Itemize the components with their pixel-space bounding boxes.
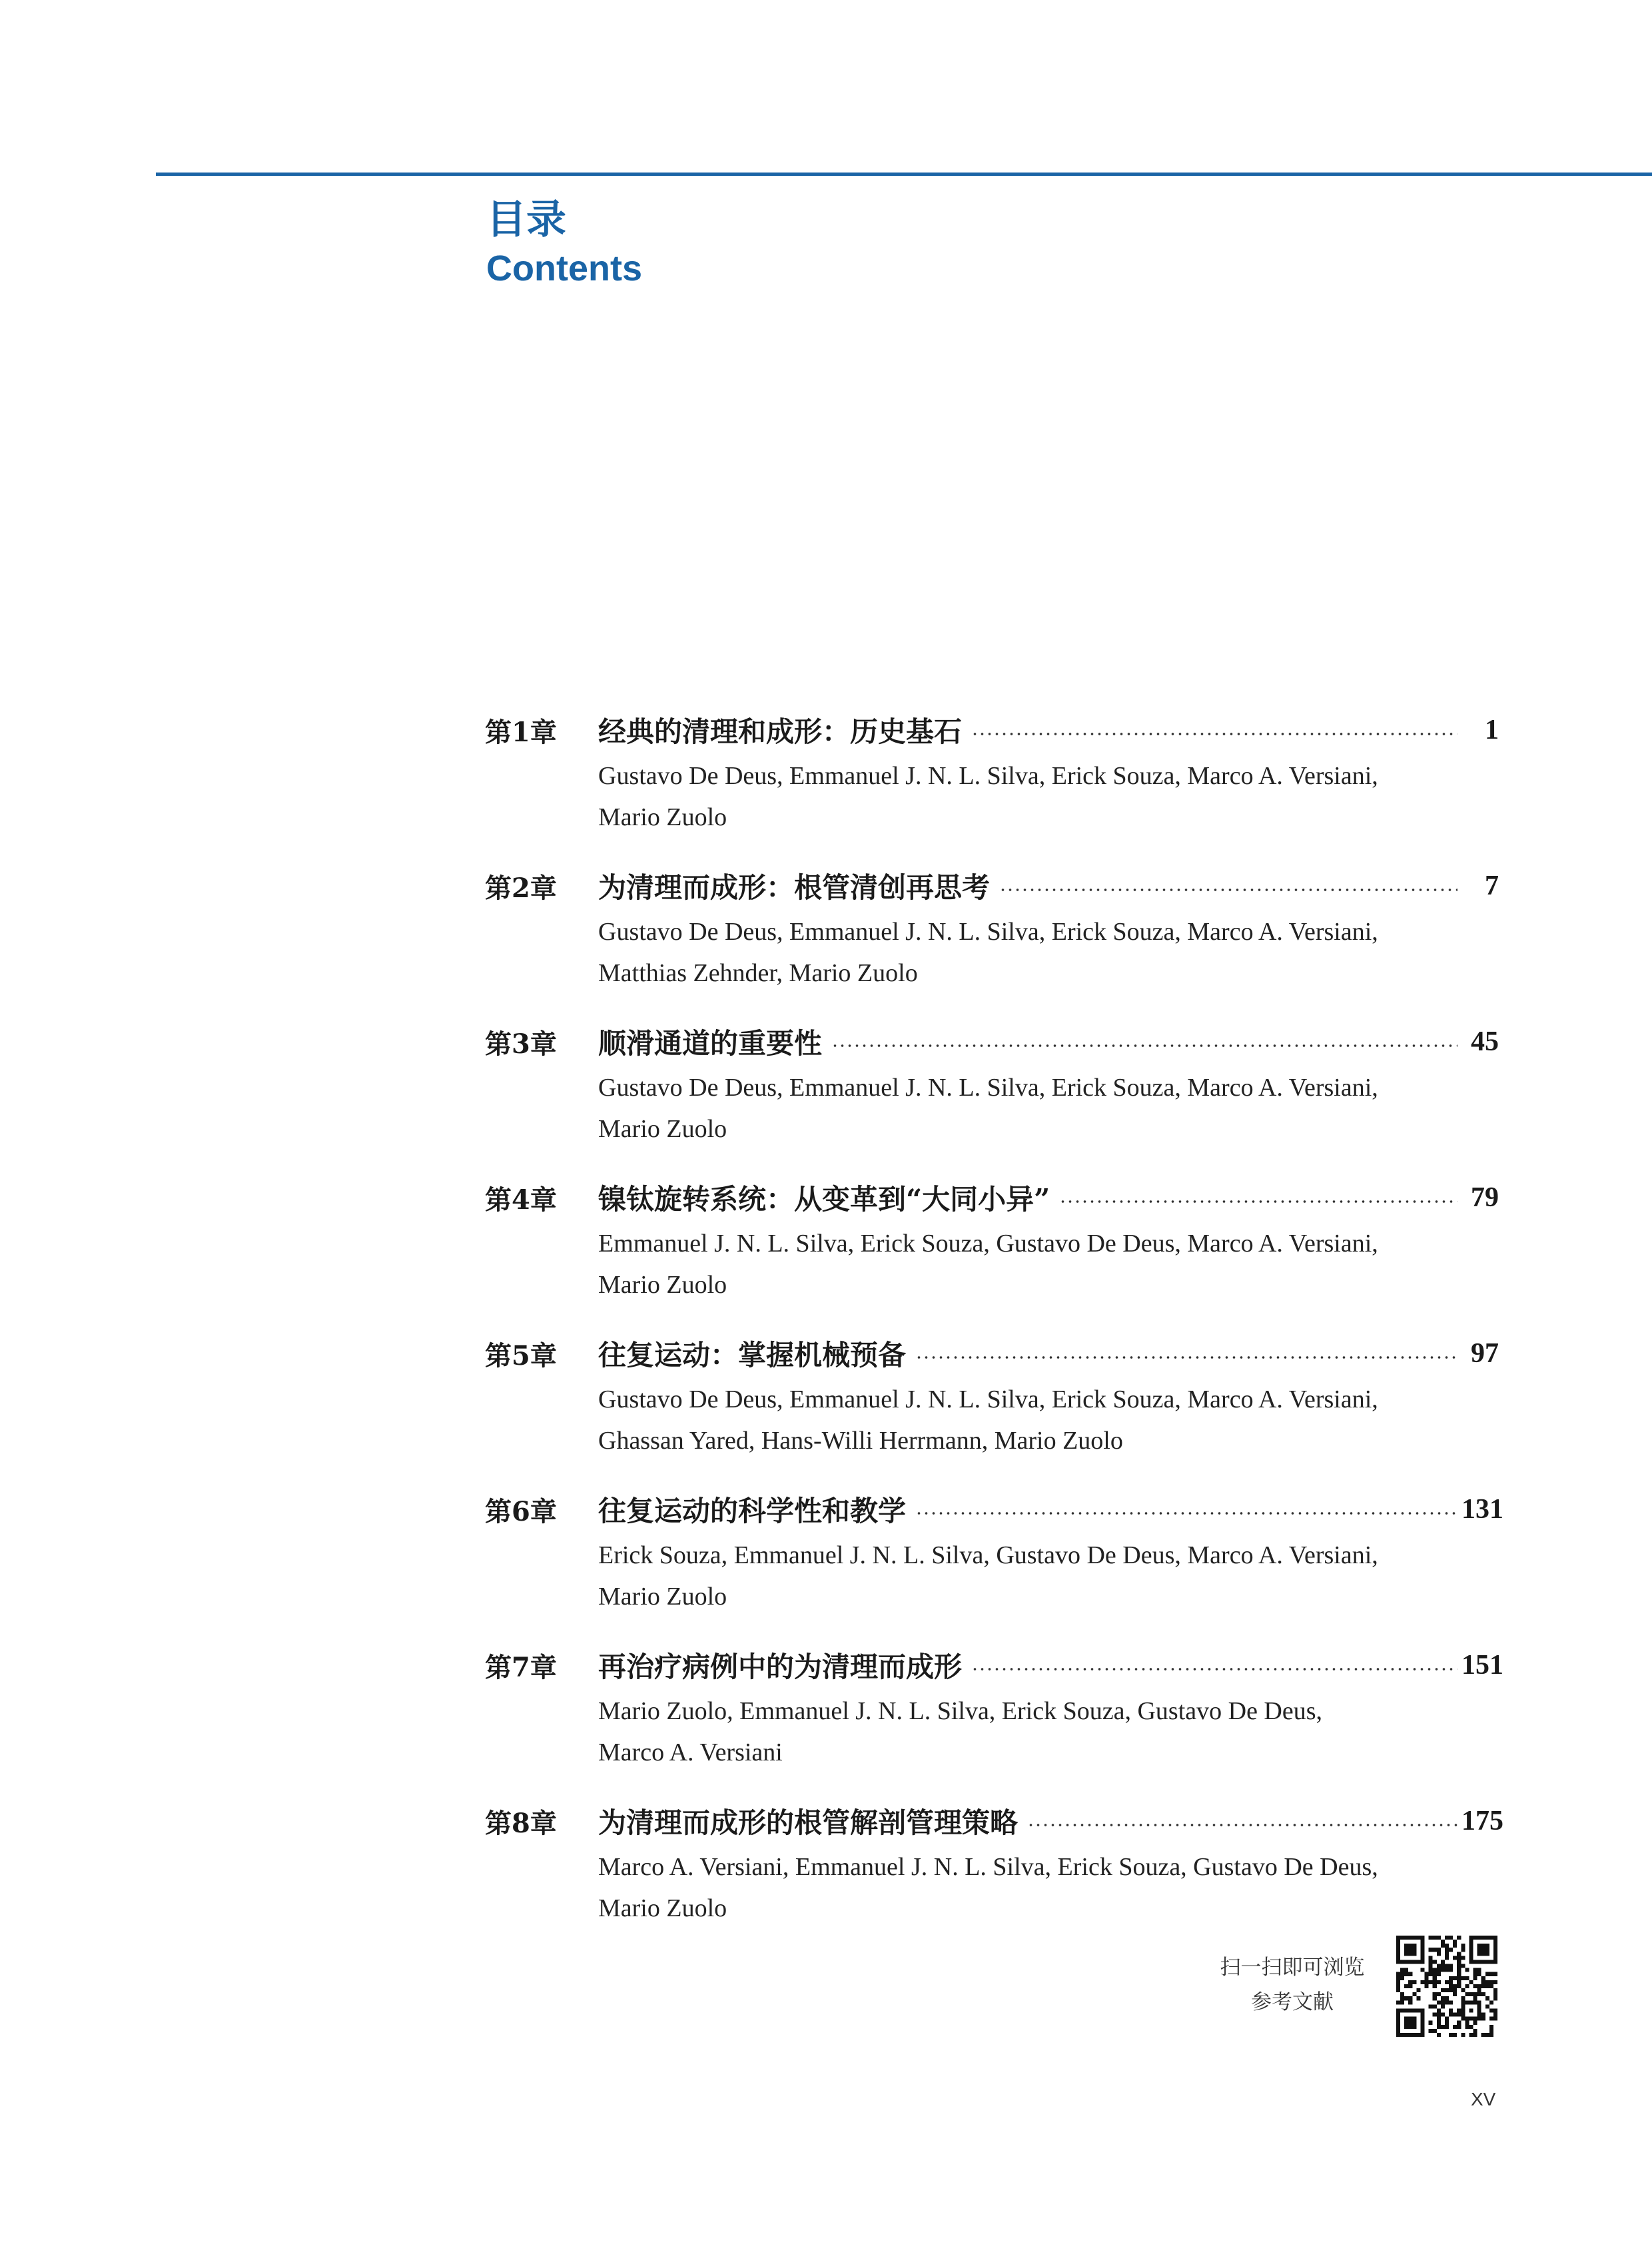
dot-leader [915,1512,1457,1515]
author-line: Mario Zuolo [598,1115,727,1143]
chapter-number: 第3章 [485,1028,557,1060]
dot-leader [971,733,1457,735]
author-line: Gustavo De Deus, Emmanuel J. N. L. Silva, Erick Souza, Marco A. Versiani, [598,762,1378,790]
chapter-page-number: 79 [1471,1182,1499,1213]
chapter-title: 往复运动：掌握机械预备 [598,1339,907,1371]
chapter-number: 第6章 [485,1495,557,1527]
author-line: Mario Zuolo [598,1271,727,1299]
toc-chapter-row [485,1016,1499,1067]
author-line: Gustavo De Deus, Emmanuel J. N. L. Silva, Erick Souza, Marco A. Versiani, [598,1385,1378,1413]
author-line: Emmanuel J. N. L. Silva, Erick Souza, Gustavo De Deus, Marco A. Versiani, [598,1230,1378,1258]
toc-entry [485,705,1499,861]
toc-entry [485,1796,1503,1952]
chapter-authors [598,1223,1431,1306]
toc-entry [485,1640,1503,1796]
toc-chapter-row [485,705,1499,755]
chapter-page-number: 175 [1461,1806,1503,1836]
author-line: Mario Zuolo [598,1894,727,1922]
dot-leader [999,889,1457,891]
chapter-page-number: 131 [1461,1494,1503,1525]
page-number: XV [1471,2089,1496,2109]
toc-chapter-row [485,1172,1499,1223]
toc-entry [485,1172,1499,1328]
chapter-authors [598,1379,1431,1461]
chapter-authors [598,911,1431,994]
chapter-authors [598,1067,1431,1150]
chapter-title: 为清理而成形的根管解剖管理策略 [598,1806,1019,1839]
chapter-number: 第8章 [485,1807,557,1839]
author-line: Mario Zuolo [598,1583,727,1611]
toc-entry [485,1016,1499,1172]
chapter-authors [598,1846,1431,1929]
chapter-title: 为清理而成形：根管清创再思考 [598,871,991,904]
author-line: Gustavo De Deus, Emmanuel J. N. L. Silva, Erick Souza, Marco A. Versiani, [598,1074,1378,1102]
toc-entry [485,861,1499,1016]
dot-leader [1027,1824,1457,1826]
chapter-page-number: 97 [1471,1338,1499,1369]
chapter-number: 第4章 [485,1184,557,1216]
dot-leader [1059,1200,1457,1203]
qr-code-icon [1396,1936,1497,2037]
chapter-title: 顺滑通道的重要性 [598,1027,823,1060]
chapter-authors [598,1690,1431,1773]
author-line: Marco A. Versiani [598,1738,783,1766]
author-line: Marco A. Versiani, Emmanuel J. N. L. Silva, Erick Souza, Gustavo De Deus, [598,1853,1378,1881]
table-of-contents [485,705,1503,1952]
dot-leader [831,1044,1457,1047]
chapter-authors [598,1535,1431,1617]
chapter-page-number: 7 [1485,871,1499,901]
chapter-title: 镍钛旋转系统：从变革到“大同小异” [598,1183,1050,1216]
dot-leader [915,1356,1457,1359]
author-line: Gustavo De Deus, Emmanuel J. N. L. Silva, Erick Souza, Marco A. Versiani, [598,918,1378,946]
author-line: Matthias Zehnder, Mario Zuolo [598,959,918,987]
toc-chapter-row [485,1328,1499,1379]
chapter-page-number: 151 [1461,1650,1503,1681]
toc-chapter-row [485,1796,1503,1846]
chapter-number: 第2章 [485,872,557,904]
chapter-page-number: 1 [1485,715,1499,745]
chapter-number: 第1章 [485,716,557,748]
chapter-title: 往复运动的科学性和教学 [598,1495,907,1527]
author-line: Erick Souza, Emmanuel J. N. L. Silva, Gustavo De Deus, Marco A. Versiani, [598,1541,1378,1569]
toc-entry [485,1484,1503,1640]
author-line: Ghassan Yared, Hans-Willi Herrmann, Mario Zuolo [598,1427,1123,1455]
page-title-en: Contents [486,248,642,288]
chapter-page-number: 45 [1471,1026,1499,1057]
toc-entry [485,1328,1499,1484]
chapter-number: 第7章 [485,1651,557,1683]
chapter-title: 经典的清理和成形：历史基石 [598,715,963,748]
author-line: Mario Zuolo, Emmanuel J. N. L. Silva, Erick Souza, Gustavo De Deus, [598,1697,1323,1725]
top-rule [156,173,1652,176]
toc-chapter-row [485,1484,1503,1535]
page-title-cn: 目录 [486,196,566,243]
qr-caption [1199,1950,1386,2020]
chapter-number: 第5章 [485,1339,557,1371]
author-line: Mario Zuolo [598,803,727,831]
chapter-authors [598,755,1431,838]
qr-caption-line-2: 参考文献 [1251,1990,1334,2014]
toc-chapter-row [485,1640,1503,1690]
toc-chapter-row [485,861,1499,911]
chapter-title: 再治疗病例中的为清理而成形 [598,1651,963,1683]
qr-caption-line-1: 扫一扫即可浏览 [1220,1956,1365,1980]
dot-leader [971,1668,1457,1671]
